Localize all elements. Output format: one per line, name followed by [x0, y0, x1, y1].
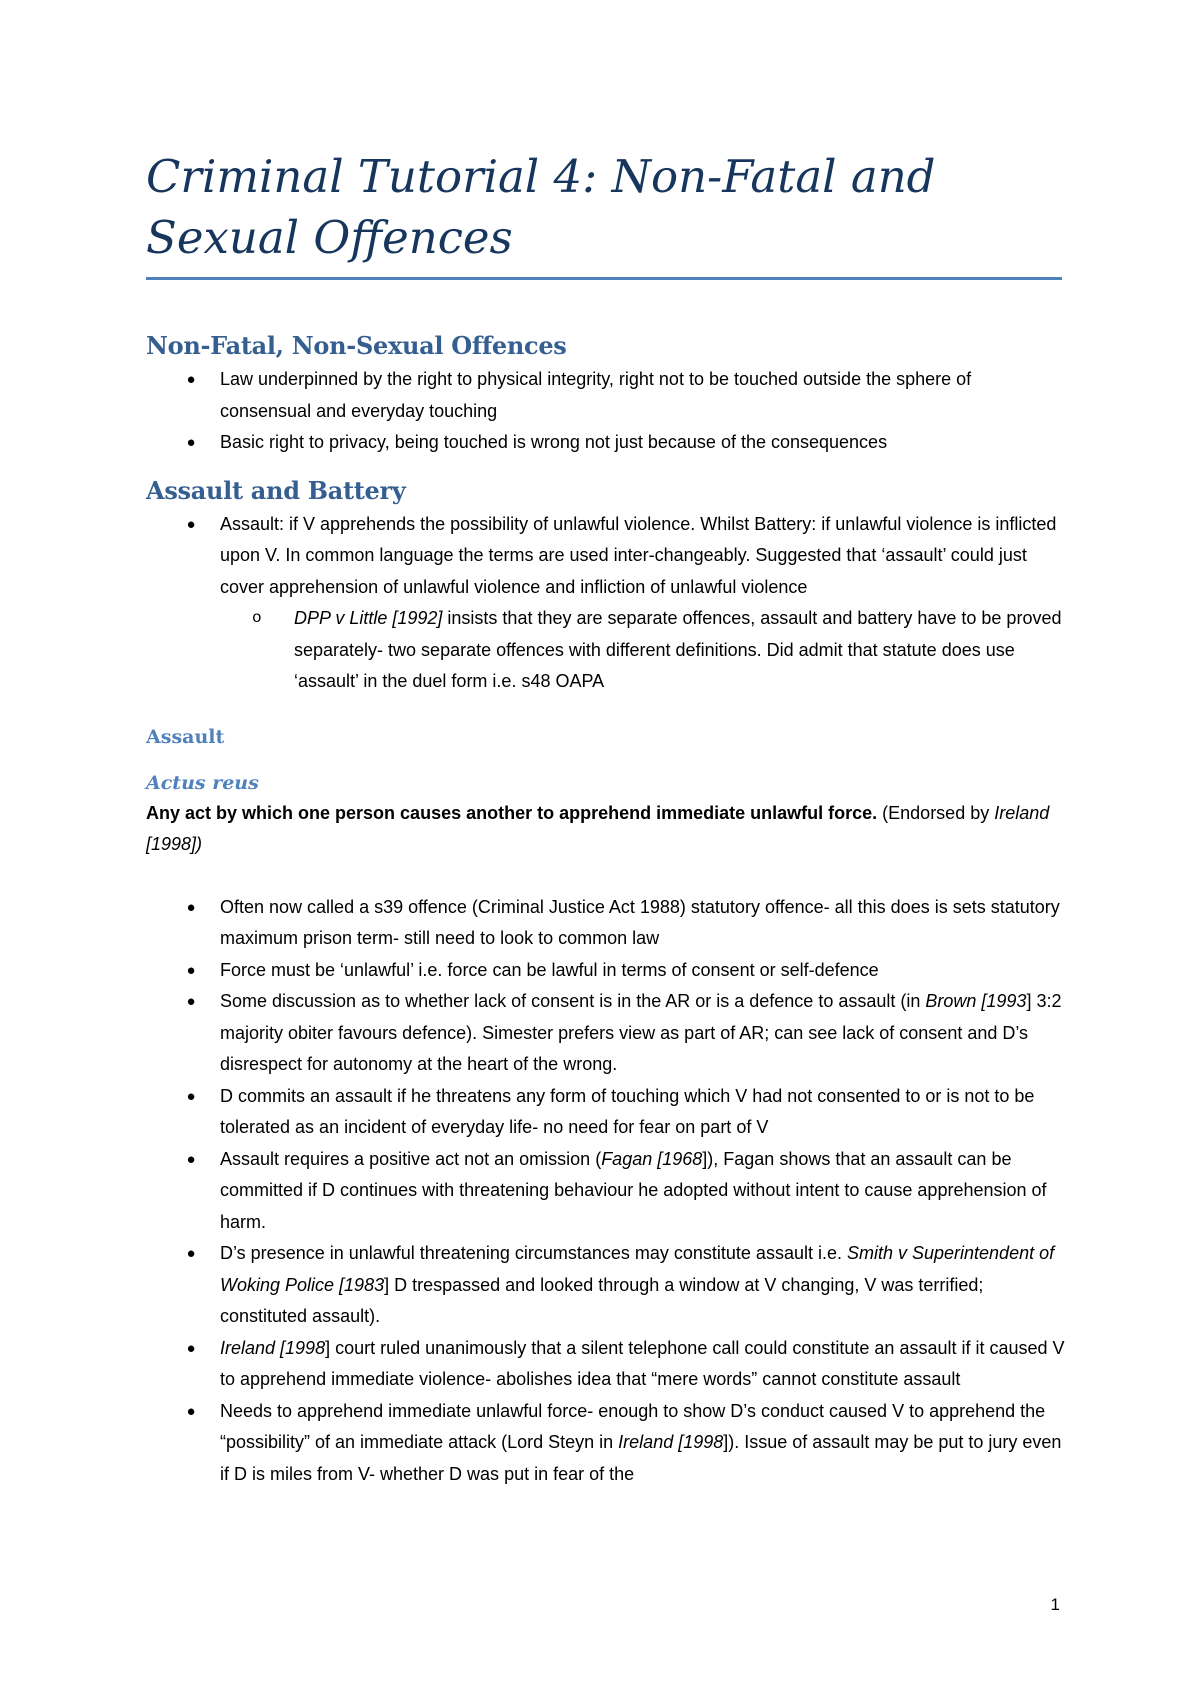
- case-citation: Brown [1993: [925, 991, 1027, 1011]
- bullet-icon: ●: [186, 515, 196, 533]
- case-citation: Ireland [1998: [220, 1337, 326, 1358]
- bullet-icon: ●: [186, 1339, 196, 1357]
- list-item-text: Law underpinned by the right to physical integrity, right not to be touched outside the sphere of consensual and everyday touching: [220, 369, 972, 421]
- definition-text: Any act by which one person causes another to apprehend immediate unlawful force.: [146, 802, 878, 823]
- bullet-icon: ●: [186, 1402, 196, 1420]
- list-item-text: Assault requires a positive act not an omission (: [220, 1148, 602, 1169]
- sub-bullet-icon: o: [252, 609, 262, 627]
- list-item: [146, 1081, 1066, 1144]
- bullet-icon: ●: [186, 993, 196, 1010]
- list-item-text: ] 3:2 majority obiter favours defence). Simester prefers view as part of AR; can see lack of consent and D’s disrespect for autonomy at the heart of the wrong.: [220, 991, 1062, 1074]
- case-citation: DPP v Little [1992]: [294, 608, 443, 628]
- list-item: [146, 1333, 1066, 1396]
- list-item-text: Basic right to privacy, being touched is wrong not just because of the consequences: [220, 432, 888, 452]
- sub-list-item-text: insists that they are separate offences, assault and battery have to be proved separately- two separate offences with different definitions. Did admit that statute does use ‘assault’ in the duel form i.e. s48 OAPA: [294, 608, 1062, 691]
- list-item: [146, 364, 1066, 427]
- bullet-list: [146, 364, 1066, 459]
- list-item-text: Force must be ‘unlawful’ i.e. force can be lawful in terms of consent or self-defence: [220, 959, 879, 980]
- bullet-list: [146, 892, 1066, 1491]
- bullet-icon: ●: [186, 1087, 196, 1105]
- bullet-icon: ●: [186, 898, 196, 916]
- list-item-text: Needs to apprehend immediate unlawful force- enough to show D’s conduct caused V to apprehend the “possibility” of an immediate attack (Lord Steyn in: [220, 1400, 1046, 1452]
- heading-assault: Assault: [146, 725, 225, 748]
- list-item-text: D’s presence in unlawful threatening circumstances may constitute assault i.e.: [220, 1243, 847, 1263]
- list-item-text: ]), Fagan shows that an assault can be committed if D continues with threatening behaviour he adopted without intent to cause apprehension of harm.: [220, 1148, 1047, 1232]
- definition-note: (Endorsed by: [877, 802, 995, 823]
- list-item: [146, 1238, 1066, 1333]
- list-item-text: D commits an assault if he threatens any form of touching which V had not consented to or is not to be tolerated as an incident of everyday life- no need for fear on part of V: [220, 1085, 1035, 1137]
- list-item-text: ] D trespassed and looked through a window at V changing, V was terrified; constituted assault).: [220, 1274, 984, 1326]
- title-divider: [146, 277, 1062, 280]
- list-item-text: Assault: if V apprehends the possibility of unlawful violence. Whilst Battery: if unlawful violence is inflicted upon V. In common language the terms are used inter-changeably. Suggested that ‘assault’ could just cover apprehension of unlawful violence and infliction of unlawful violence: [220, 513, 1057, 597]
- bullet-list: [146, 509, 1066, 698]
- sub-list: [220, 603, 1066, 698]
- list-item-text: Often now called a s39 offence (Criminal Justice Act 1988) statutory offence- all this does is sets statutory maximum prison term- still need to look to common law: [220, 896, 1060, 948]
- list-item: [146, 1396, 1066, 1491]
- actus-reus-definition: [146, 798, 1066, 861]
- list-item: [146, 1144, 1066, 1239]
- list-item-text: ]). Issue of assault may be put to jury even if D is miles from V- whether D was put in fear of the: [220, 1432, 1062, 1484]
- case-citation: Ireland [1998]): [146, 802, 1050, 854]
- list-item-text: Some discussion as to whether lack of consent is in the AR or is a defence to assault (in: [220, 991, 926, 1011]
- list-item: [146, 892, 1066, 955]
- list-item: [146, 509, 1066, 698]
- list-item: [146, 955, 1066, 987]
- bullet-icon: ●: [186, 434, 196, 451]
- bullet-icon: ●: [186, 1150, 196, 1168]
- list-item: [146, 986, 1066, 1081]
- document-body: [146, 330, 1066, 1490]
- case-citation: Smith v Superintendent of Woking Police [1983: [220, 1243, 1055, 1295]
- sub-list-item: [220, 603, 1066, 698]
- case-citation: Ireland [1998: [618, 1432, 724, 1452]
- document-title: Criminal Tutorial 4: Non-Fatal and Sexual Offences: [146, 150, 936, 264]
- heading-actus-reus: Actus reus: [146, 771, 259, 794]
- page-number: 1: [1050, 1595, 1060, 1614]
- bullet-icon: ●: [186, 371, 196, 388]
- list-item: [146, 427, 1066, 459]
- heading-assault-and-battery: Assault and Battery: [146, 475, 406, 505]
- heading-non-fatal-offences: Non-Fatal, Non-Sexual Offences: [146, 331, 567, 360]
- case-citation: Fagan [1968: [601, 1148, 703, 1169]
- list-item-text: ] court ruled unanimously that a silent telephone call could constitute an assault if it caused V to apprehend immediate violence- abolishes idea that “mere words” cannot constitute assault: [220, 1337, 1065, 1389]
- bullet-icon: ●: [186, 1245, 196, 1262]
- bullet-icon: ●: [186, 961, 196, 979]
